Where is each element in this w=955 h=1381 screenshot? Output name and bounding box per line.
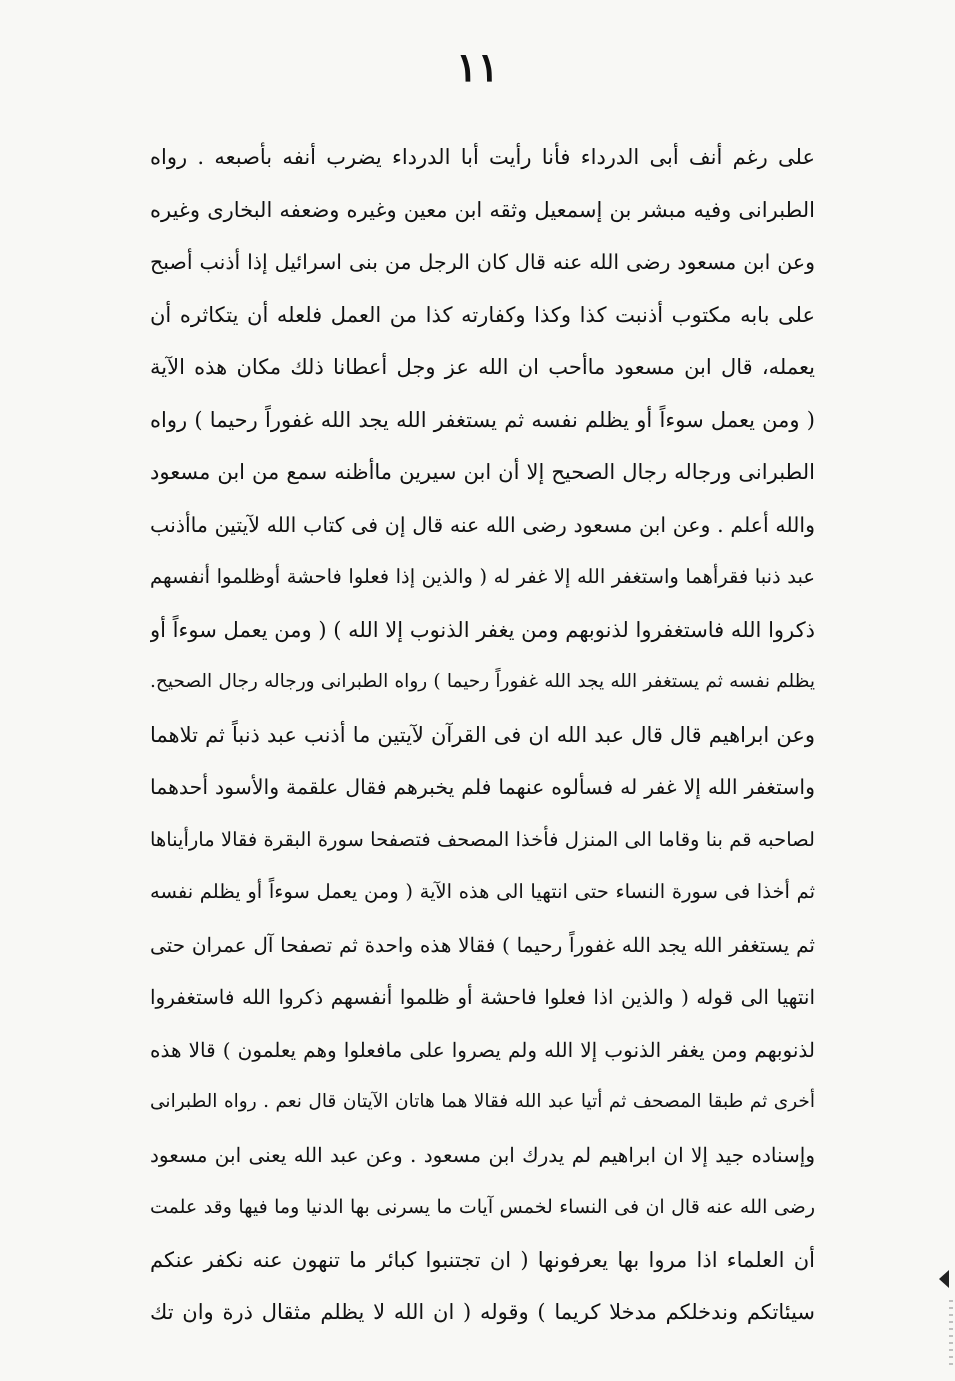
text-line: أن العلماء اذا مروا بها يعرفونها ( ان تجتنبوا كبائر ما تنهون عنه نكفر عنكم bbox=[150, 1247, 815, 1272]
text-line: أخرى ثم طبقا المصحف ثم أتيا عبد الله فقالا هما هاتان الآيتان قال نعم . رواه الطبرانى bbox=[150, 1091, 815, 1112]
text-line: لصاحبه قم بنا وقاما الى المنزل فأخذا المصحف فتصفحا سورة البقرة فقالا مارأيناها bbox=[150, 827, 815, 851]
text-line: انتهيا الى قوله ( والذين اذا فعلوا فاحشة أو ظلموا أنفسهم ذكروا الله فاستغفروا bbox=[150, 985, 815, 1009]
text-line: وإسناده جيد إلا ان ابراهيم لم يدرك ابن مسعود . وعن عبد الله يعنى ابن مسعود bbox=[150, 1142, 815, 1167]
text-line: على رغم أنف أبى الدرداء فأنا رأيت أبا الدرداء يضرب أنفه بأصبعه . رواه bbox=[150, 145, 815, 169]
text-line: عبد ذنبا فقرأهما واستغفر الله إلا غفر له ( والذين إذا فعلوا فاحشة أوظلموا أنفسهم bbox=[150, 565, 815, 588]
page-edge-marker bbox=[939, 1270, 949, 1288]
text-line: رضى الله عنه قال ان فى النساء لخمس آيات ما يسرنى بها الدنيا وما فيها وقد علمت bbox=[150, 1196, 815, 1218]
page-edge-speckle bbox=[949, 1300, 953, 1370]
text-line: ذكروا الله فاستغفروا لذنوبهم ومن يغفر الذنوب إلا الله ) ( ومن يعمل سوءاً أو bbox=[150, 617, 815, 642]
text-line: واستغفر الله إلا غفر له فسألوه عنهما فلم يخبرهم فقال علقمة والأسود أحدهما bbox=[150, 775, 815, 799]
text-line: ( ومن يعمل سوءاً أو يظلم نفسه ثم يستغفر الله يجد الله غفوراً رحيما ) رواه bbox=[150, 407, 815, 432]
text-line: على بابه مكتوب أذنبت كذا وكذا وكفارته كذا من العمل فلعله أن يتكاثره أن bbox=[150, 302, 815, 327]
arabic-text-body bbox=[150, 131, 815, 1339]
text-line: الطبرانى ورجاله رجال الصحيح إلا أن ابن سيرين ماأظنه سمع من ابن مسعود bbox=[150, 460, 815, 484]
text-line: لذنوبهم ومن يغفر الذنوب إلا الله ولم يصروا على مافعلوا وهم يعلمون ) قالا هذه bbox=[150, 1037, 815, 1062]
text-line: والله أعلم . وعن ابن مسعود رضى الله عنه قال إن فى كتاب الله لآيتين ماأذنب bbox=[150, 512, 815, 537]
text-line: وعن ابن مسعود رضى الله عنه قال كان الرجل من بنى اسرائيل إذا أذنب أصبح bbox=[150, 250, 815, 274]
text-line: سيئاتكم وندخلكم مدخلا كريما ) وقوله ( ان الله لا يظلم مثقال ذرة وان تك bbox=[150, 1300, 815, 1324]
text-line: ثم أخذا فى سورة النساء حتى انتهيا الى هذه الآية ( ومن يعمل سوءاً أو يظلم نفسه bbox=[150, 880, 815, 903]
text-line: يعمله، قال ابن مسعود ماأحب ان الله عز وجل أعطانا ذلك مكان هذه الآية bbox=[150, 355, 815, 379]
page-number: ١١ bbox=[456, 44, 499, 91]
text-line: الطبرانى وفيه مبشر بن إسمعيل وثقه ابن معين وغيره وضعفه البخارى وغيره bbox=[150, 197, 815, 222]
text-line: وعن ابراهيم قال قال عبد الله ان فى القرآن لآيتين ما أذنب عبد ذنباً ثم تلاهما bbox=[150, 722, 815, 747]
text-line: ثم يستغفر الله يجد الله غفوراً رحيما ) فقالا هذه واحدة ثم تصفحا آل عمران حتى bbox=[150, 932, 815, 957]
text-line: يظلم نفسه ثم يستغفر الله يجد الله غفوراً رحيما ) رواه الطبرانى ورجاله رجال الصحيح. bbox=[150, 671, 815, 692]
